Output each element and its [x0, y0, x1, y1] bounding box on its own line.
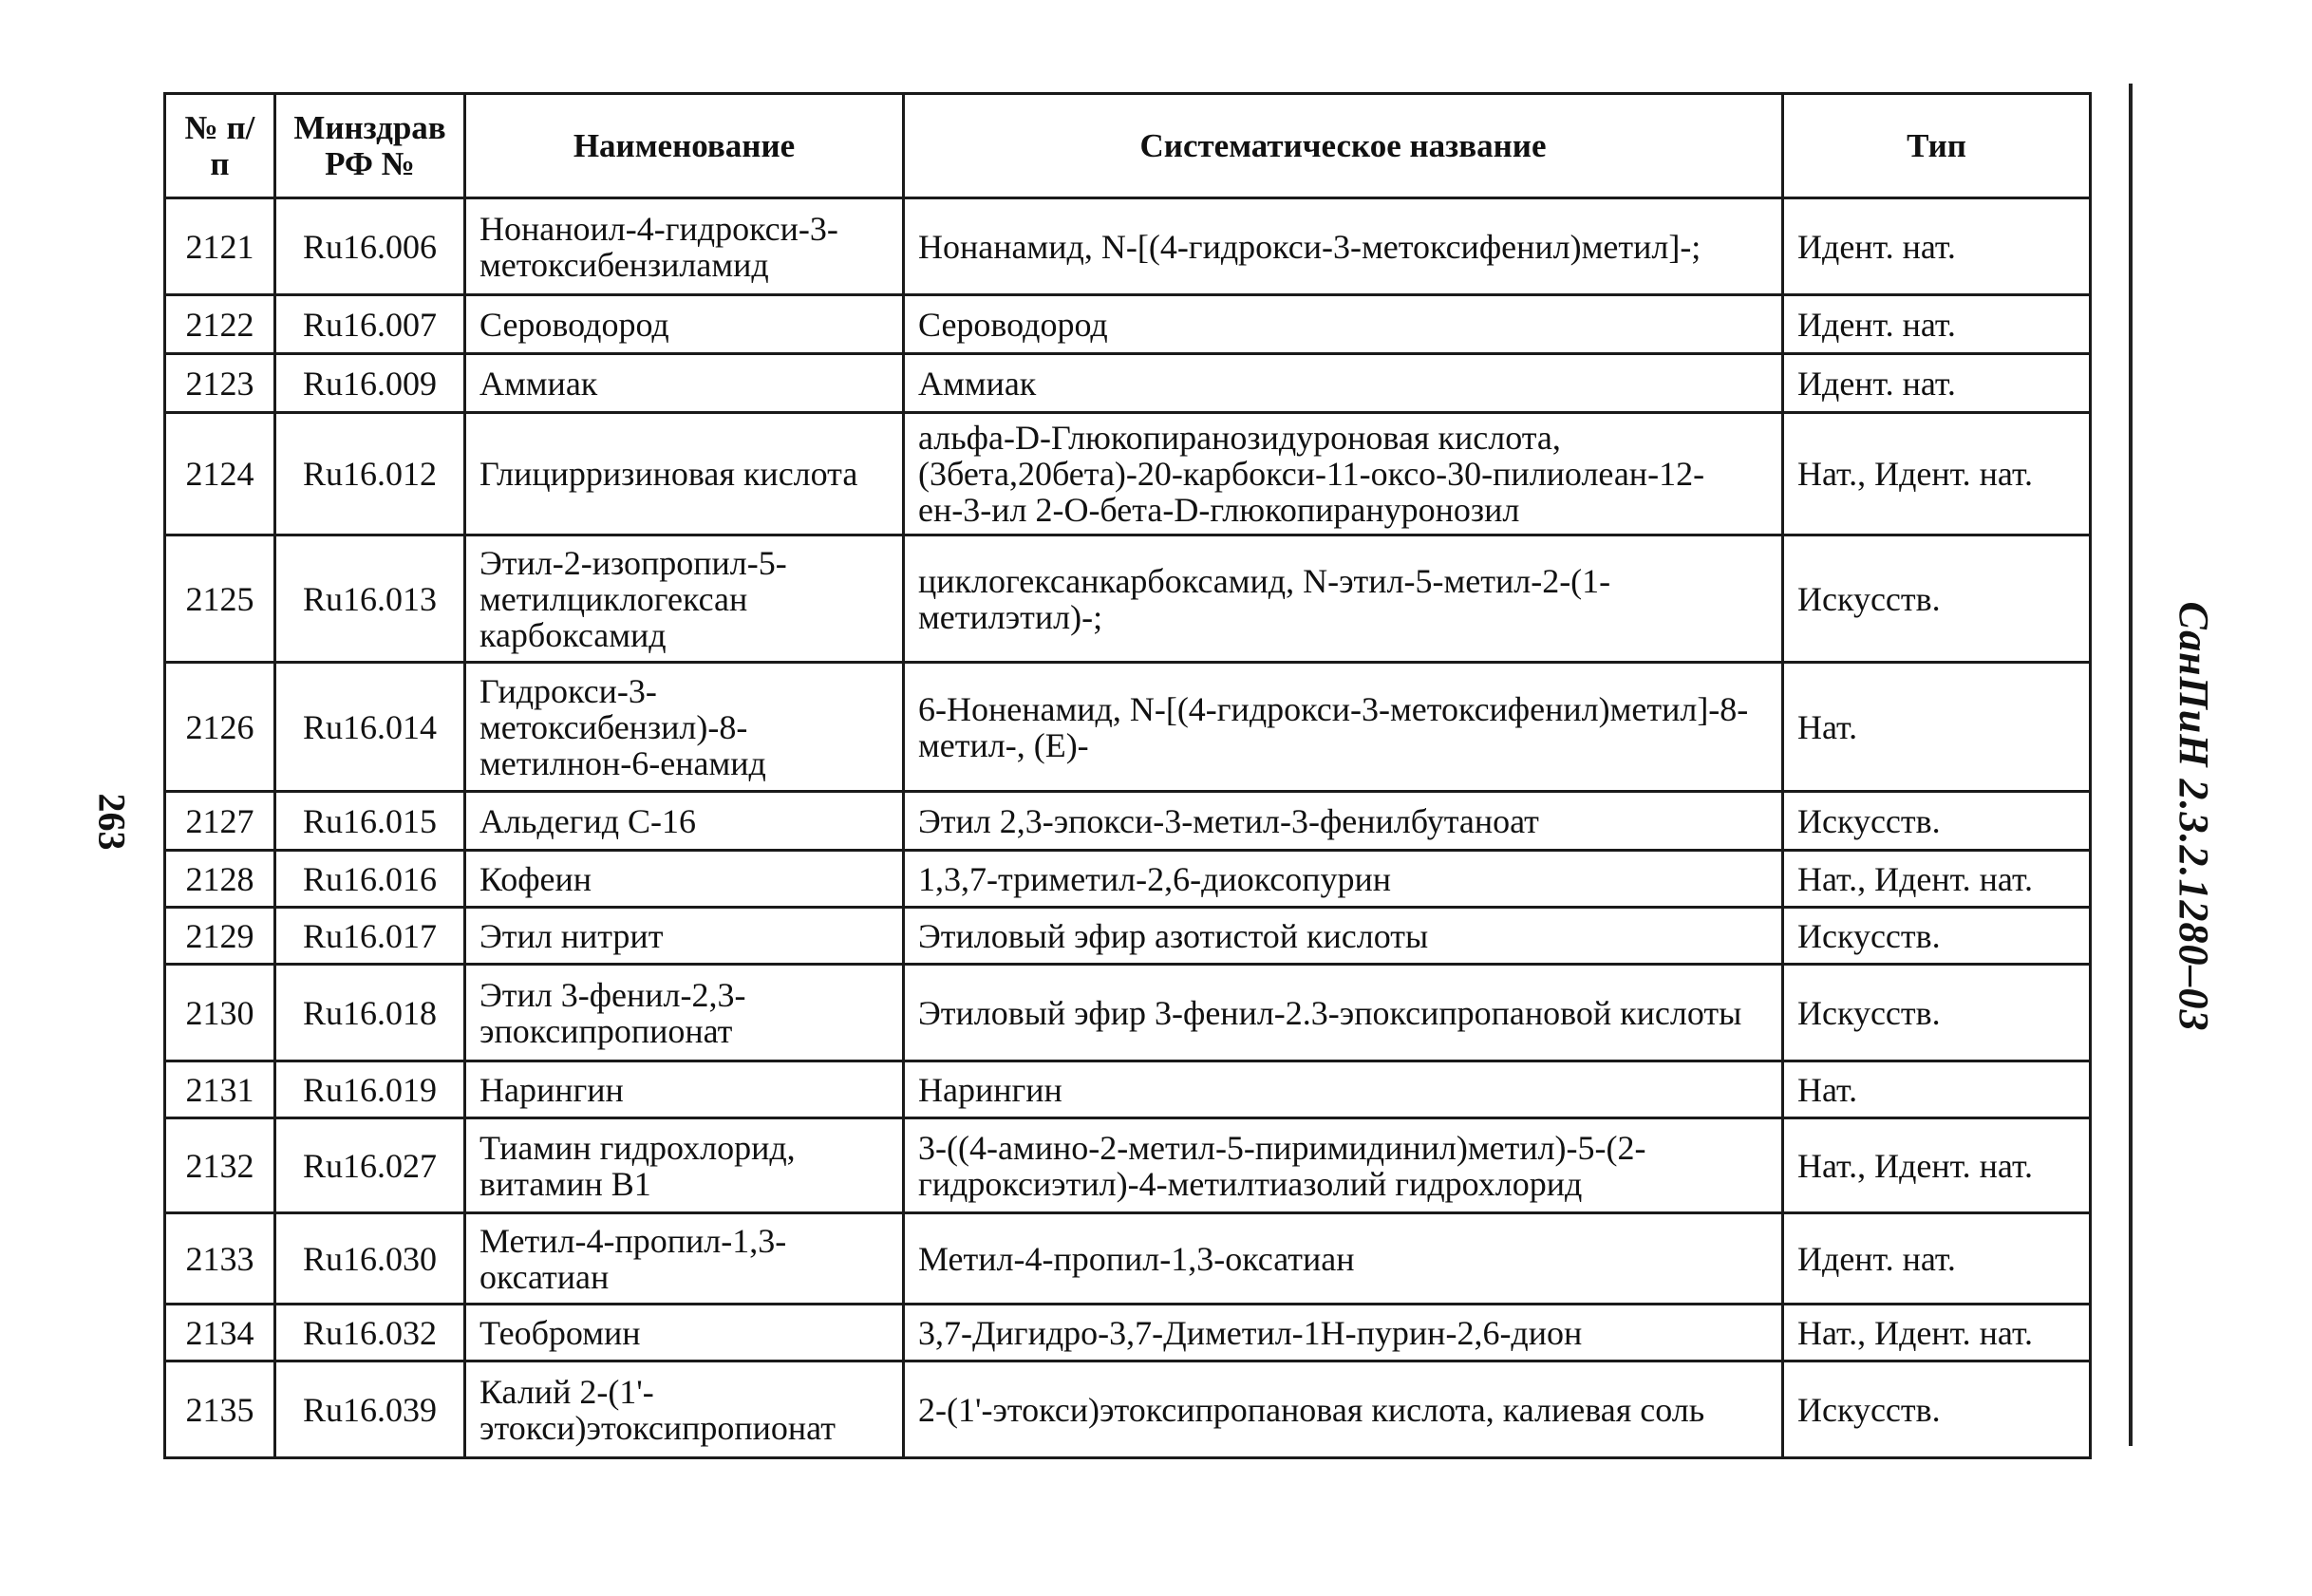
- cell-ministry-code: Ru16.018: [275, 965, 465, 1061]
- cell-type: Нат., Идент. нат.: [1783, 1118, 2091, 1213]
- cell-systematic-name: Аммиак: [904, 354, 1783, 413]
- cell-type: Искусств.: [1783, 792, 2091, 851]
- table-row: [165, 1305, 2091, 1361]
- cell-type: Нат.: [1783, 663, 2091, 792]
- cell-name: Аммиак: [465, 354, 904, 413]
- cell-ministry-code: Ru16.006: [275, 198, 465, 295]
- cell-number: 2135: [165, 1361, 275, 1458]
- cell-name: Этил-2-изопропил-5-метилциклогексан карбоксамид: [465, 535, 904, 663]
- cell-systematic-name: Нарингин: [904, 1061, 1783, 1118]
- cell-number: 2132: [165, 1118, 275, 1213]
- cell-name: Глицирризиновая кислота: [465, 413, 904, 535]
- cell-name: Гидрокси-3-метоксибензил)-8-метилнон-6-енамид: [465, 663, 904, 792]
- cell-type: Искусств.: [1783, 908, 2091, 965]
- table-row: [165, 663, 2091, 792]
- table-row: [165, 792, 2091, 851]
- table-row: [165, 1118, 2091, 1213]
- cell-number: 2128: [165, 851, 275, 908]
- cell-number: 2129: [165, 908, 275, 965]
- table-row: [165, 965, 2091, 1061]
- table-row: [165, 295, 2091, 354]
- cell-name: Нонаноил-4-гидрокси-3-метоксибензиламид: [465, 198, 904, 295]
- cell-systematic-name: Сероводород: [904, 295, 1783, 354]
- cell-systematic-name: Этиловый эфир азотистой кислоты: [904, 908, 1783, 965]
- table-row: [165, 851, 2091, 908]
- cell-number: 2130: [165, 965, 275, 1061]
- cell-ministry-code: Ru16.019: [275, 1061, 465, 1118]
- cell-number: 2125: [165, 535, 275, 663]
- table-row: [165, 908, 2091, 965]
- cell-name: Метил-4-пропил-1,3-оксатиан: [465, 1213, 904, 1305]
- table-row: [165, 1361, 2091, 1458]
- cell-systematic-name: 2-(1'-этокси)этоксипропановая кислота, калиевая соль: [904, 1361, 1783, 1458]
- cell-systematic-name: Этил 2,3-эпокси-3-метил-3-фенилбутаноат: [904, 792, 1783, 851]
- additives-table: [163, 92, 2092, 1459]
- margin-rule: [2129, 84, 2133, 1446]
- table-row: [165, 413, 2091, 535]
- cell-ministry-code: Ru16.012: [275, 413, 465, 535]
- table-row: [165, 1213, 2091, 1305]
- cell-ministry-code: Ru16.017: [275, 908, 465, 965]
- cell-name: Теобромин: [465, 1305, 904, 1361]
- cell-name: Этил нитрит: [465, 908, 904, 965]
- cell-systematic-name: 3,7-Дигидро-3,7-Диметил-1H-пурин-2,6-дион: [904, 1305, 1783, 1361]
- table-row: [165, 1061, 2091, 1118]
- cell-ministry-code: Ru16.027: [275, 1118, 465, 1213]
- cell-number: 2122: [165, 295, 275, 354]
- cell-number: 2131: [165, 1061, 275, 1118]
- cell-number: 2127: [165, 792, 275, 851]
- cell-ministry-code: Ru16.039: [275, 1361, 465, 1458]
- cell-number: 2126: [165, 663, 275, 792]
- cell-type: Идент. нат.: [1783, 354, 2091, 413]
- cell-ministry-code: Ru16.013: [275, 535, 465, 663]
- cell-type: Искусств.: [1783, 1361, 2091, 1458]
- cell-number: 2134: [165, 1305, 275, 1361]
- cell-systematic-name: 1,3,7-триметил-2,6-диоксопурин: [904, 851, 1783, 908]
- cell-name: Кофеин: [465, 851, 904, 908]
- cell-number: 2124: [165, 413, 275, 535]
- cell-type: Нат., Идент. нат.: [1783, 851, 2091, 908]
- cell-type: Идент. нат.: [1783, 1213, 2091, 1305]
- cell-systematic-name: Метил-4-пропил-1,3-оксатиан: [904, 1213, 1783, 1305]
- cell-name: Тиамин гидрохлорид, витамин B1: [465, 1118, 904, 1213]
- cell-systematic-name: альфа-D-Глюкопиранозидуроновая кислота, (3бета,20бета)-20-карбокси-11-оксо-30-пилиолеан-12-ен-3-ил 2-O-бета-D-глюкопирануронозил: [904, 413, 1783, 535]
- page-number: 263: [90, 793, 134, 851]
- cell-type: Нат.: [1783, 1061, 2091, 1118]
- table-row: [165, 198, 2091, 295]
- cell-type: Идент. нат.: [1783, 295, 2091, 354]
- cell-type: Идент. нат.: [1783, 198, 2091, 295]
- cell-number: 2121: [165, 198, 275, 295]
- table-body: [165, 198, 2091, 1458]
- cell-number: 2123: [165, 354, 275, 413]
- cell-ministry-code: Ru16.015: [275, 792, 465, 851]
- header-type: Тип: [1783, 94, 2091, 198]
- cell-name: Сероводород: [465, 295, 904, 354]
- cell-ministry-code: Ru16.007: [275, 295, 465, 354]
- cell-type: Нат., Идент. нат.: [1783, 1305, 2091, 1361]
- table-header-row: [165, 94, 2091, 198]
- cell-ministry-code: Ru16.016: [275, 851, 465, 908]
- cell-name: Нарингин: [465, 1061, 904, 1118]
- cell-systematic-name: 6-Ноненамид, N-[(4-гидрокси-3-метоксифенил)метил]-8-метил-, (E)-: [904, 663, 1783, 792]
- header-name: Наименование: [465, 94, 904, 198]
- cell-name: Альдегид С-16: [465, 792, 904, 851]
- cell-name: Калий 2-(1'-этокси)этоксипропионат: [465, 1361, 904, 1458]
- document-code: СанПиН 2.3.2.1280–03: [2171, 601, 2217, 1032]
- table-row: [165, 535, 2091, 663]
- cell-ministry-code: Ru16.030: [275, 1213, 465, 1305]
- cell-systematic-name: 3-((4-амино-2-метил-5-пиримидинил)метил)-5-(2-гидроксиэтил)-4-метилтиазолий гидрохлорид: [904, 1118, 1783, 1213]
- cell-type: Нат., Идент. нат.: [1783, 413, 2091, 535]
- cell-systematic-name: Этиловый эфир 3-фенил-2.3-эпоксипропановой кислоты: [904, 965, 1783, 1061]
- cell-type: Искусств.: [1783, 535, 2091, 663]
- cell-systematic-name: циклогексанкарбоксамид, N-этил-5-метил-2-(1-метилэтил)-;: [904, 535, 1783, 663]
- cell-ministry-code: Ru16.009: [275, 354, 465, 413]
- table-row: [165, 354, 2091, 413]
- cell-type: Искусств.: [1783, 965, 2091, 1061]
- header-ministry-code: Минздрав РФ №: [275, 94, 465, 198]
- cell-systematic-name: Нонанамид, N-[(4-гидрокси-3-метоксифенил)метил]-;: [904, 198, 1783, 295]
- cell-ministry-code: Ru16.032: [275, 1305, 465, 1361]
- header-number: № п/п: [165, 94, 275, 198]
- header-systematic-name: Систематическое название: [904, 94, 1783, 198]
- cell-name: Этил 3-фенил-2,3-эпоксипропионат: [465, 965, 904, 1061]
- cell-number: 2133: [165, 1213, 275, 1305]
- cell-ministry-code: Ru16.014: [275, 663, 465, 792]
